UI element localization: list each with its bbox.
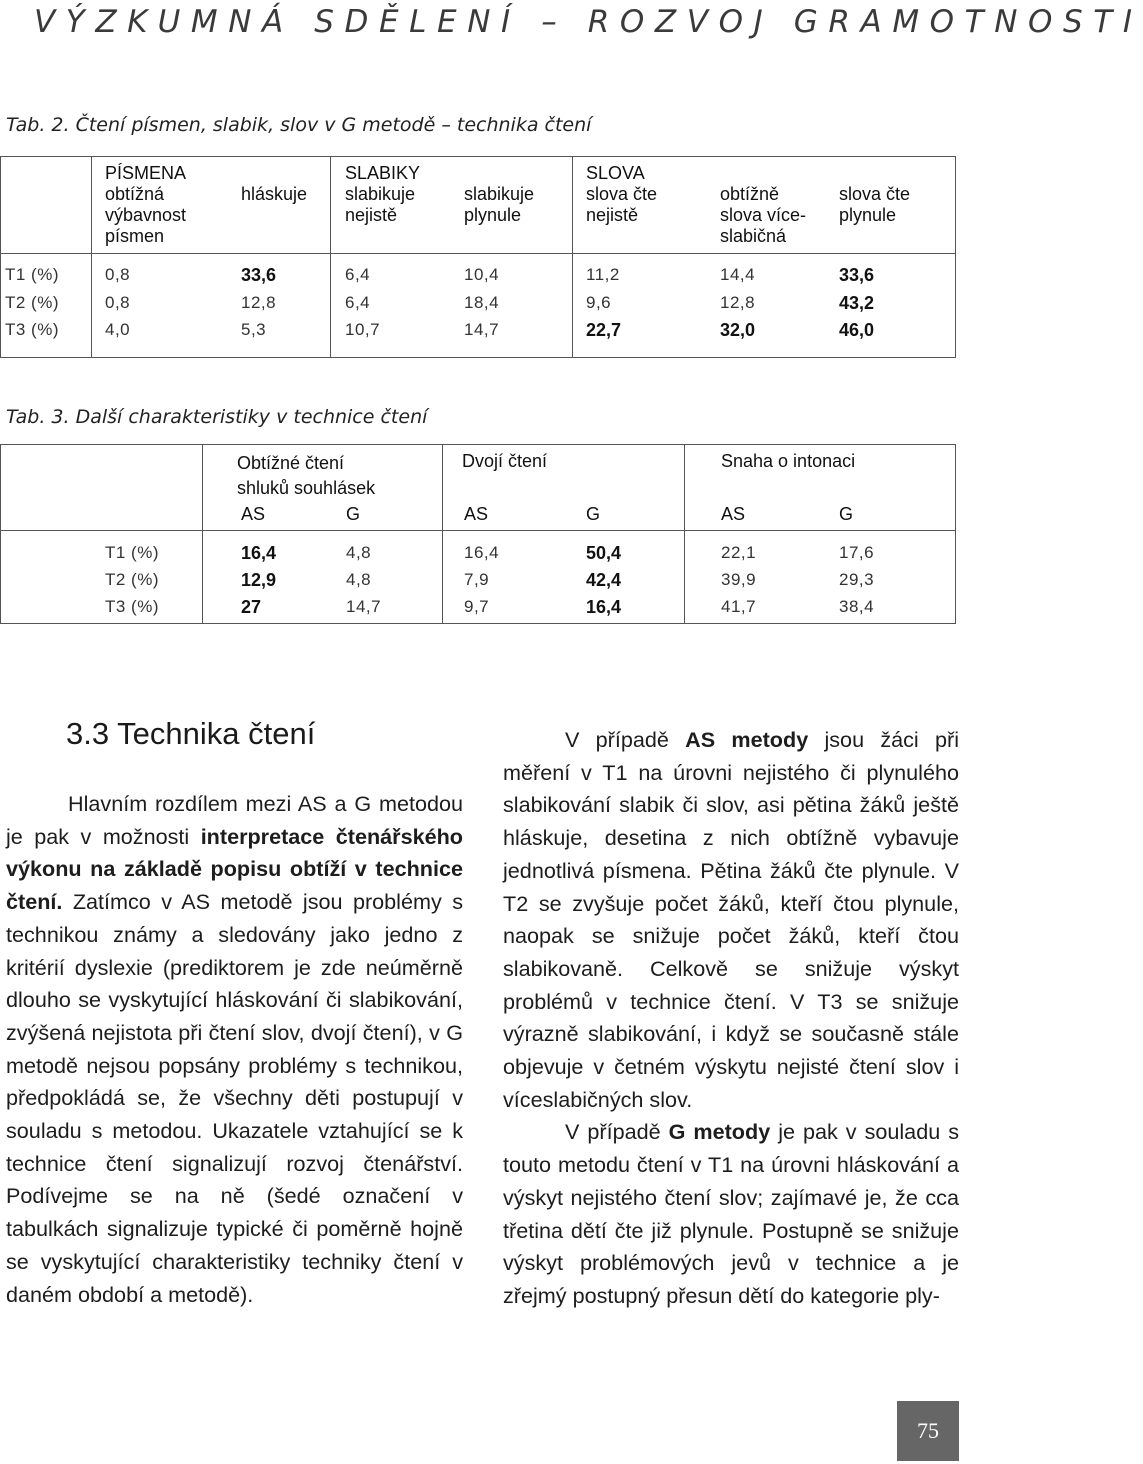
t2-cell: 10,4 [464,265,500,284]
t3-cell: 22,1 [721,543,757,562]
running-header: VÝZKUMNÁ SDĚLENÍ – ROZVOJ GRAMOTNOSTI [34,4,1143,40]
t2-cell-highlight: 22,7 [586,320,622,340]
t2-cell: 0,8 [105,293,131,312]
t2-cell: 0,8 [105,265,131,284]
left-p1-bold: interpretace čtenářského výkonu na základě popisu obtíží v technice čtení. [6,823,463,915]
right-p1-start: V případě [565,727,686,752]
table2-caption-text: Čtení písmen, slabik, slov v G metodě – technika čtení [75,114,592,136]
t2-cell: 14,4 [720,265,756,284]
t3-group-header: Obtížné čtení shluků souhlásek [237,453,376,498]
section-title: 3.3 Technika čtení [66,716,316,751]
t2-cell: 10,7 [345,320,381,339]
t3-cell: 4,8 [346,570,372,589]
t3-row-label: T2 (%) [105,570,159,589]
t2-cell: 6,4 [345,293,371,312]
right-paragraph-1 [503,724,959,1116]
table3-caption-id: Tab. 3. [6,406,70,428]
table2 [0,156,956,358]
t3-group-header: Snaha o intonaci [721,451,856,471]
t2-cell: 4,0 [105,320,131,339]
t2-col-header: obtížně slova více- slabičná [720,184,807,246]
table2-caption-id: Tab. 2. [6,114,70,136]
t3-row-label: T1 (%) [105,543,159,562]
left-p1-end: Zatímco v AS metodě jsou problémy s technikou známy a sledovány jako jedno z kritérií dyslexie (prediktorem je zde neúměrně dlouho se vyskytující hláskování či slabikování, zvýšená nejistota při čtení slov, dvojí čtení), v G metodě nejsou popsány problémy s technikou, předpokládá se, že všechny děti postupují v souladu s metodou. Ukazatele vztahující se k technice čtení signalizují rozvoj čtenářství. Podívejme se na ně (šedé označení v tabulkách signalizuje typické či poměrně hojně se vyskytující charakteristiky techniky čtení v daném období a metodě). [6,889,463,1307]
t2-cell: 11,2 [586,265,620,284]
right-p2-bold: G metody [668,1119,771,1145]
t2-cell: 5,3 [241,320,267,339]
t2-row-label: T1 (%) [5,265,59,284]
t2-col-header: slova čte plynule [839,184,911,225]
left-paragraph [6,788,463,1311]
right-paragraph-2 [503,1116,959,1312]
t2-row-label: T3 (%) [5,320,59,339]
t2-cell-highlight: 33,6 [839,265,875,285]
t2-cell-highlight: 46,0 [839,320,875,340]
t3-cell-highlight: 16,4 [586,597,622,617]
t2-cell-highlight: 33,6 [241,265,277,285]
t3-cell: 17,6 [839,543,875,562]
t3-subcol: AS [721,504,746,524]
t2-col-header: hláskuje [241,184,308,204]
t3-cell: 38,4 [839,597,875,616]
t3-cell-highlight: 16,4 [241,543,277,563]
t3-subcol: G [586,504,601,524]
t2-group-slova: SLOVA [586,163,645,183]
t2-group-slabiky: SLABIKY [345,163,421,183]
t3-subcol: AS [241,504,266,524]
t2-col-header: obtížná výbavnost písmen [105,184,187,246]
right-p1-end: jsou žáci při měření v T1 na úrovni nejistého či plynulého slabikování slabik či slov, asi pětina žáků ještě hláskuje, desetina z nich obtížně vybavuje jednotlivá písmena. Pětina žáků čte plynule. V T2 se zvyšuje počet žáků, kteří čtou plynule, naopak se snižuje počet žáků, kteří čtou slabikovaně. Celkově se snižuje výskyt problémů v technice čtení. V T3 se snižuje výrazně slabikování, i když se současně stále objevuje v četném výskytu nejisté čtení slov i víceslabičných slov. [503,727,959,1112]
t3-cell: 7,9 [464,570,490,589]
t2-cell: 18,4 [464,293,500,312]
t3-cell-highlight: 12,9 [241,570,277,590]
t3-cell: 39,9 [721,570,757,589]
table3 [0,444,956,624]
t3-cell: 41,7 [721,597,757,616]
right-p2-start: V případě [565,1119,669,1145]
t3-subcol: G [839,504,854,524]
t3-cell: 14,7 [346,597,382,616]
t2-cell: 14,7 [464,320,500,339]
t3-subcol: G [346,504,361,524]
t3-cell-highlight: 42,4 [586,570,622,590]
t3-group-header: Dvojí čtení [462,451,548,471]
t2-cell: 9,6 [586,293,612,312]
right-p1-bold: AS metody [685,727,809,752]
t3-cell-highlight: 27 [241,597,262,617]
t2-group-pismena: PÍSMENA [105,163,187,183]
t3-cell: 29,3 [839,570,875,589]
t2-col-header: slabikuje plynule [464,184,535,225]
t3-row-label: T3 (%) [105,597,159,616]
t2-cell: 6,4 [345,265,371,284]
t2-cell: 12,8 [241,293,277,312]
t2-col-header: slova čte nejistě [586,184,658,225]
right-p2-end: je pak v souladu s touto metodu čtení v T1 na úrovni hláskování a výskyt nejistého čtení slov; zajímavé je, že cca třetina dětí čte již plynule. Postupně se snižuje výskyt problémových jevů v technice a je zřejmý postupný přesun dětí do kategorie ply- [503,1119,959,1308]
t2-cell-highlight: 32,0 [720,320,756,340]
t2-row-label: T2 (%) [5,293,59,312]
t3-cell: 16,4 [464,543,500,562]
t3-cell: 9,7 [464,597,490,616]
page-number: 75 [897,1401,959,1461]
table2-caption [6,114,591,136]
t2-col-header: slabikuje nejistě [345,184,416,225]
table3-caption-text: Další charakteristiky v technice čtení [75,406,428,428]
table3-caption [6,406,427,428]
left-p1-start: Hlavním rozdílem mezi AS a G metodou je pak v možnosti [6,791,463,849]
right-column [503,724,959,1313]
t2-cell: 12,8 [720,293,756,312]
t3-cell-highlight: 50,4 [586,543,622,563]
t2-cell-highlight: 43,2 [839,293,875,313]
t3-subcol: AS [464,504,489,524]
left-column [6,788,463,1311]
t3-cell: 4,8 [346,543,372,562]
